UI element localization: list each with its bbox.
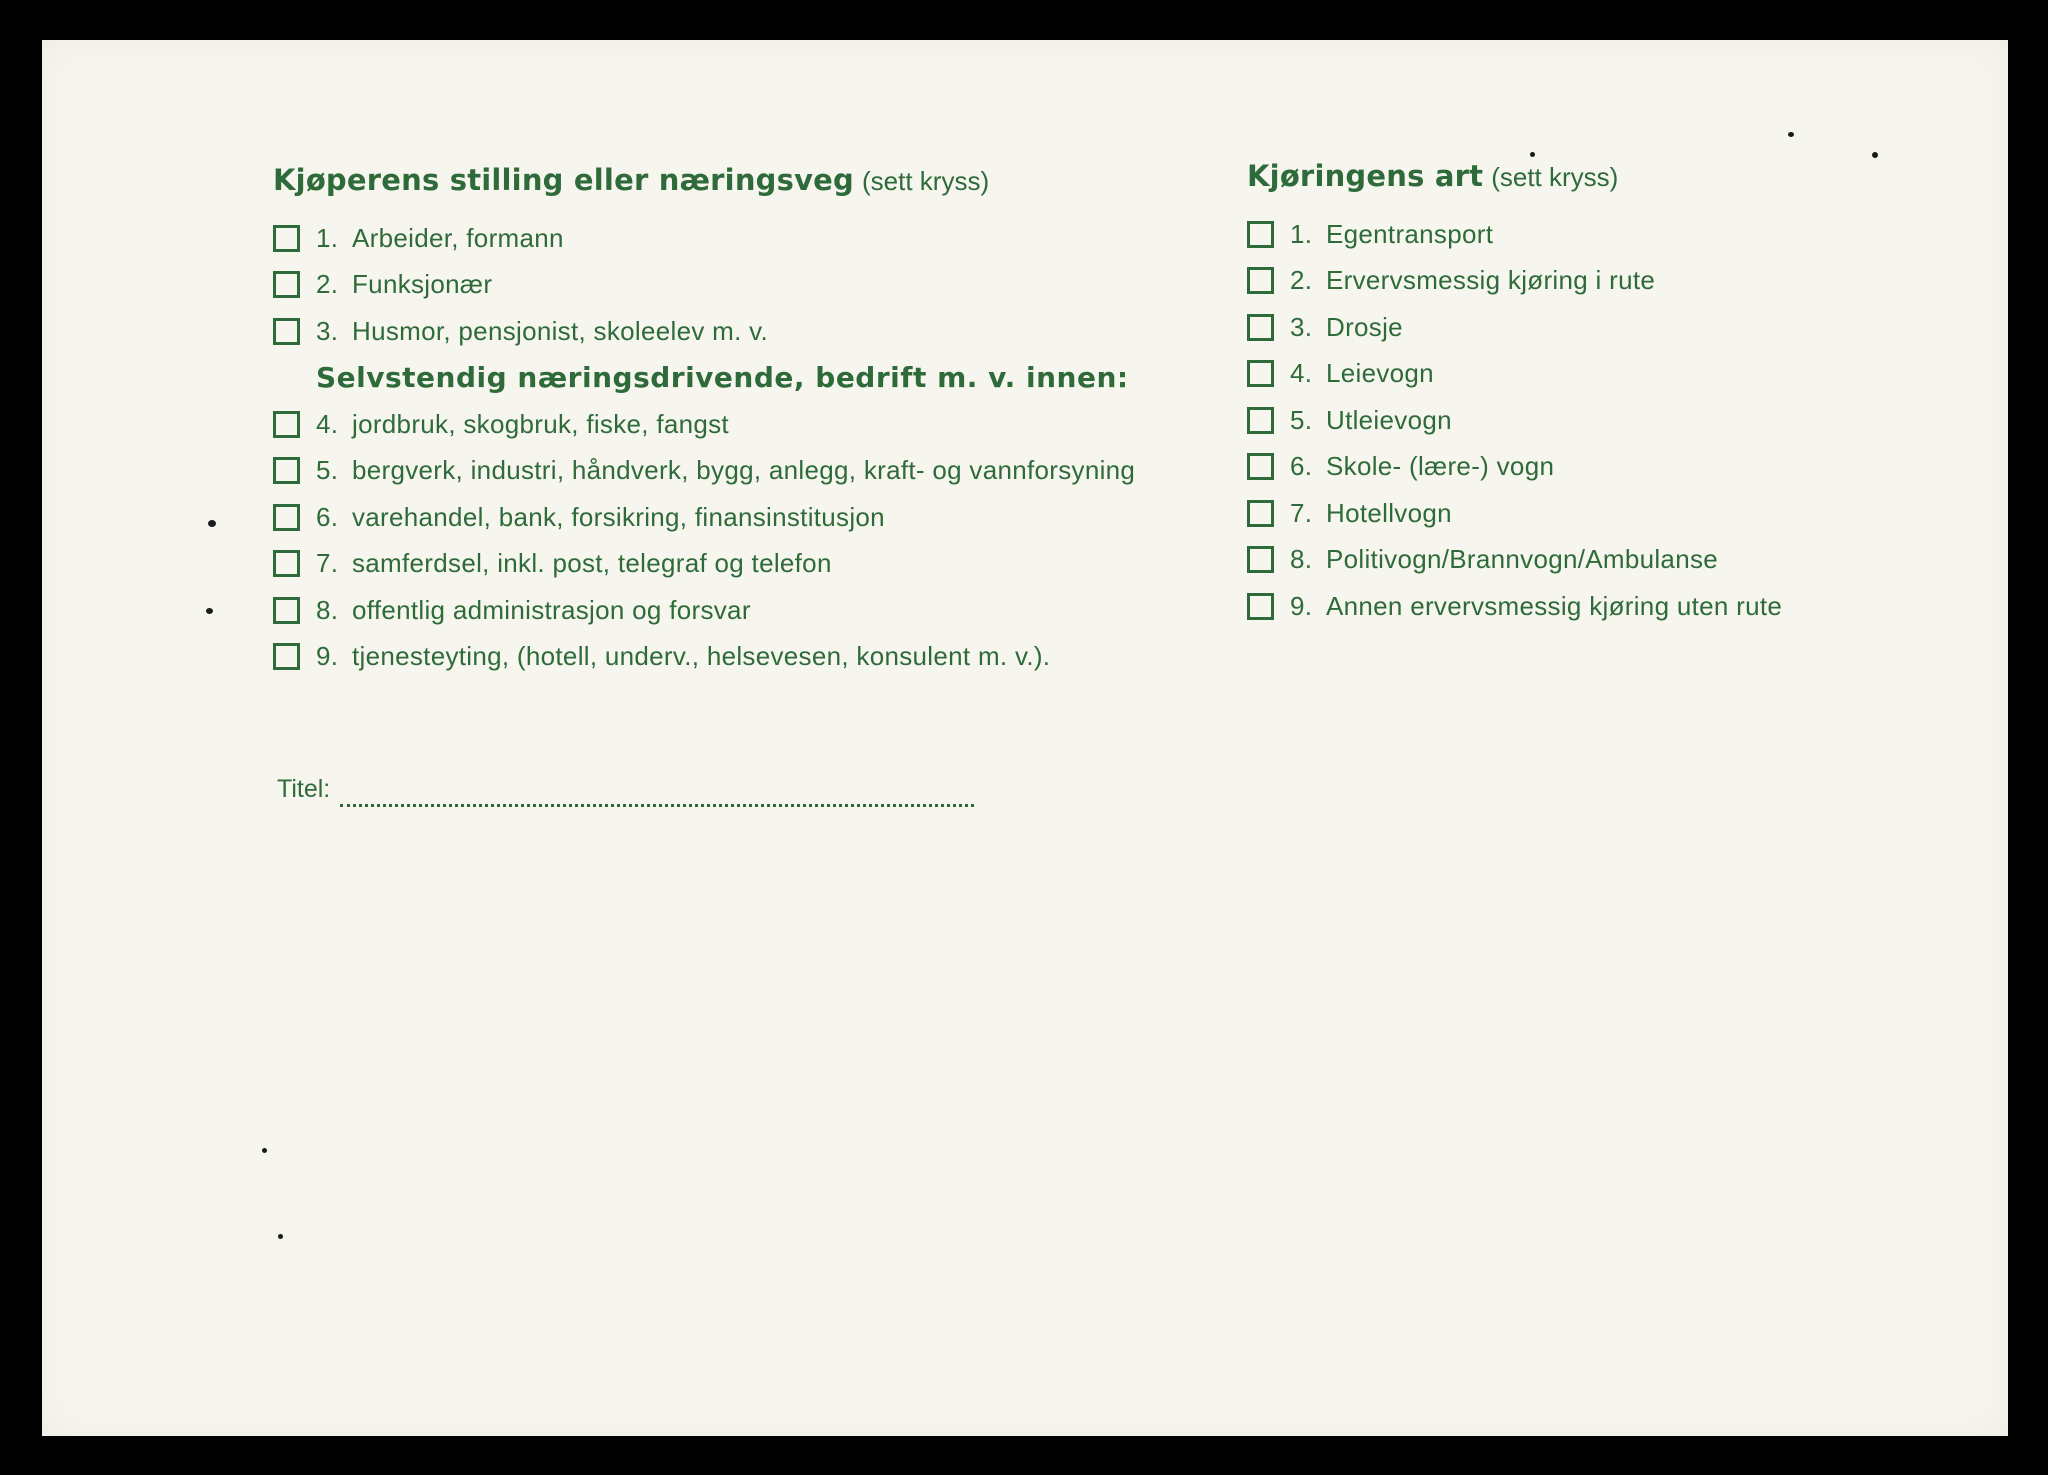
option-label: Leievogn: [1326, 358, 1434, 389]
driving-option-8[interactable]: [1247, 537, 1947, 584]
scan-speck: [1530, 152, 1535, 157]
option-label: Skole- (lære-) vogn: [1326, 451, 1555, 482]
option-label: Egentransport: [1326, 218, 1494, 249]
option-number: 2.: [1290, 265, 1313, 296]
heading-note: (sett kryss): [862, 166, 990, 196]
option-label: Arbeider, formann: [352, 222, 564, 253]
option-number: 7.: [1290, 497, 1313, 528]
option-number: 3.: [1290, 311, 1313, 342]
scan-speck: [206, 608, 213, 614]
title-input[interactable]: [340, 782, 974, 807]
occupation-option-1[interactable]: [273, 215, 1273, 262]
buyer-occupation-heading: [273, 162, 1273, 199]
checkbox[interactable]: [273, 643, 300, 670]
checkbox[interactable]: [1247, 453, 1274, 480]
option-label: offentlig administrasjon og forsvar: [352, 594, 751, 625]
form-card: [42, 40, 2008, 1436]
scan-speck: [262, 1148, 267, 1153]
option-number: 2.: [316, 269, 339, 300]
checkbox[interactable]: [1247, 360, 1274, 387]
option-number: 8.: [1290, 544, 1313, 575]
occupation-option-8[interactable]: [273, 587, 1273, 634]
driving-option-2[interactable]: [1247, 258, 1947, 305]
self-employed-subheading: Selvstendig næringsdrivende, bedrift m. v. innen:: [316, 360, 1129, 394]
option-label: Drosje: [1326, 311, 1403, 342]
checkbox[interactable]: [273, 318, 300, 345]
option-label: jordbruk, skogbruk, fiske, fangst: [352, 408, 729, 439]
option-label: Annen ervervsmessig kjøring uten rute: [1326, 590, 1783, 621]
heading-note: (sett kryss): [1491, 162, 1619, 192]
checkbox[interactable]: [1247, 593, 1274, 620]
driving-option-1[interactable]: [1247, 211, 1947, 258]
option-number: 6.: [1290, 451, 1313, 482]
checkbox[interactable]: [273, 504, 300, 531]
scan-speck: [208, 520, 216, 527]
option-label: Ervervsmessig kjøring i rute: [1326, 265, 1656, 296]
occupation-option-3[interactable]: [273, 308, 1273, 355]
driving-type-heading: [1247, 158, 1947, 195]
option-label: bergverk, industri, håndverk, bygg, anlegg, kraft- og vannforsyning: [352, 455, 1136, 486]
scan-speck: [278, 1234, 283, 1239]
scan-speck: [1788, 132, 1794, 137]
option-number: 3.: [316, 315, 339, 346]
option-number: 1.: [316, 222, 339, 253]
driving-type-section: [1247, 158, 1947, 630]
title-field: [277, 775, 974, 807]
checkbox[interactable]: [1247, 221, 1274, 248]
checkbox[interactable]: [273, 457, 300, 484]
option-label: tjenesteyting, (hotell, underv., helsevesen, konsulent m. v.).: [352, 641, 1051, 672]
option-label: Politivogn/Brannvogn/Ambulanse: [1326, 544, 1719, 575]
driving-option-7[interactable]: [1247, 490, 1947, 537]
option-number: 9.: [1290, 590, 1313, 621]
occupation-option-6[interactable]: [273, 494, 1273, 541]
driving-option-3[interactable]: [1247, 304, 1947, 351]
occupation-option-9[interactable]: [273, 634, 1273, 681]
checkbox[interactable]: [1247, 407, 1274, 434]
occupation-option-2[interactable]: [273, 262, 1273, 309]
option-number: 6.: [316, 501, 339, 532]
option-number: 5.: [316, 455, 339, 486]
option-number: 5.: [1290, 404, 1313, 435]
checkbox[interactable]: [273, 271, 300, 298]
checkbox[interactable]: [1247, 267, 1274, 294]
scan-speck: [1872, 152, 1878, 158]
option-label: Utleievogn: [1326, 404, 1452, 435]
checkbox[interactable]: [273, 550, 300, 577]
option-label: varehandel, bank, forsikring, finansinstitusjon: [352, 501, 885, 532]
option-number: 8.: [316, 594, 339, 625]
option-label: samferdsel, inkl. post, telegraf og telefon: [352, 548, 832, 579]
option-number: 4.: [1290, 358, 1313, 389]
checkbox[interactable]: [273, 225, 300, 252]
option-label: Husmor, pensjonist, skoleelev m. v.: [352, 315, 769, 346]
driving-option-5[interactable]: [1247, 397, 1947, 444]
buyer-occupation-section: [273, 162, 1273, 680]
checkbox[interactable]: [1247, 314, 1274, 341]
option-label: Funksjonær: [352, 269, 493, 300]
occupation-option-7[interactable]: [273, 541, 1273, 588]
title-label: Titel:: [277, 775, 331, 803]
option-label: Hotellvogn: [1326, 497, 1452, 528]
occupation-option-5[interactable]: [273, 448, 1273, 495]
occupation-option-4[interactable]: [273, 401, 1273, 448]
checkbox[interactable]: [273, 597, 300, 624]
checkbox[interactable]: [1247, 546, 1274, 573]
driving-option-6[interactable]: [1247, 444, 1947, 491]
checkbox[interactable]: [1247, 500, 1274, 527]
checkbox[interactable]: [273, 411, 300, 438]
driving-option-4[interactable]: [1247, 351, 1947, 398]
option-number: 9.: [316, 641, 339, 672]
heading-text: Kjøperens stilling eller næringsveg: [273, 163, 855, 197]
driving-option-9[interactable]: [1247, 583, 1947, 630]
option-number: 1.: [1290, 218, 1313, 249]
option-number: 7.: [316, 548, 339, 579]
option-number: 4.: [316, 408, 339, 439]
heading-text: Kjøringens art: [1247, 159, 1484, 193]
